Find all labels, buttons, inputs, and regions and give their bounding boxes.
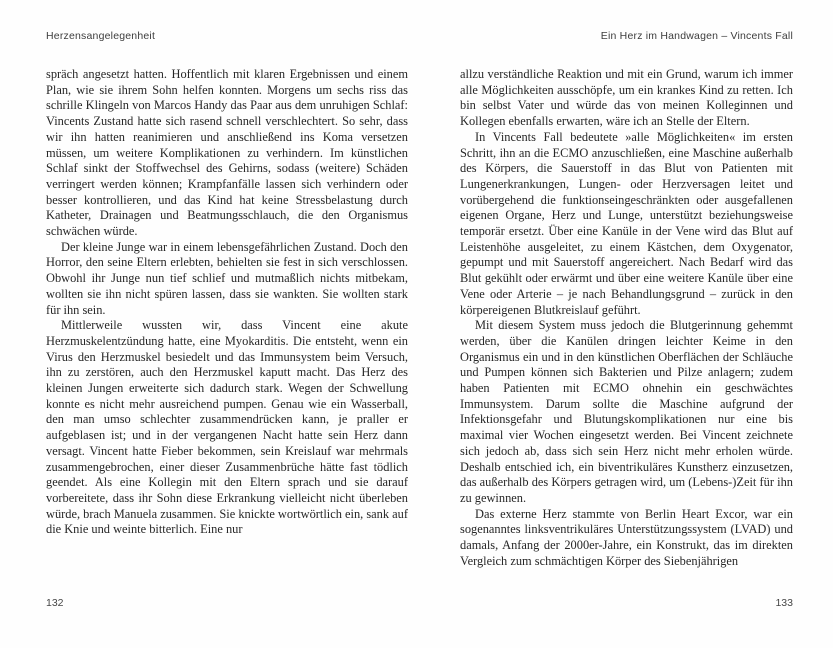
running-header-left: Herzensangelegenheit bbox=[46, 30, 156, 42]
page-left bbox=[46, 30, 408, 538]
paragraph: allzu verständliche Reaktion und mit ein Grund, warum ich immer alle Möglichkeiten ausschöpfe, um ein krankes Kind zu retten. Ich bin selbst Vater und würde das von meinen Kolleginnen und Kollegen ebenfalls erwarten, wäre ich an Stelle der Eltern. bbox=[460, 67, 793, 129]
paragraph: Mit diesem System muss jedoch die Blutgerinnung gehemmt werden, über die Kanülen dringen leichter Keime in den Organismus ein und in den künstlichen Oberflächen der Schläuche und Pumpen können sich Bakterien und Pilze anlagern; zudem haben Patienten mit ECMO ohnehin ein geschwächtes Immunsystem. Darum sollte die Maschine aufgrund der Infektionsgefahr und Blutungskomplikationen nur eine bis maximal vier Wochen eingesetzt werden. Bei Vincent zeichnete sich jedoch ab, dass sich sein Herz nicht mehr erholen würde. Deshalb entschied ich, ein biventrikuläres Kunstherz einzusetzen, das außerhalb des Körpers getragen wird, um (Lebens-)Zeit für ihn zu gewinnen. bbox=[460, 318, 793, 505]
paragraph: spräch angesetzt hatten. Hoffentlich mit klaren Ergebnissen und einem Plan, wie sie ihrem Sohn helfen konnten. Morgens um sechs riss das schrille Klingeln von Marcos Handy das Paar aus dem unruhigen Schlaf: Vincents Zustand hatte sich rasend schnell verschlechtert. So sehr, dass wir ihn hatten reanimieren und anschließend ins Koma versetzen müssen, um weitere Komplikationen zu verhindern. Im künstlichen Schlaf sinkt der Stoffwechsel des Gehirns, sodass (weitere) Schäden verringert werden können; Krampfanfälle lassen sich verhindern oder besser kontrollieren, und das Kind hat keine Stressbelastung durch Katheter, Drainagen und Beatmungsschlauch, die den Organismus schwächen würde. bbox=[46, 67, 408, 239]
body-text-left bbox=[46, 67, 408, 538]
running-header-right: Ein Herz im Handwagen – Vincents Fall bbox=[600, 30, 793, 42]
body-text-right bbox=[460, 67, 793, 570]
paragraph: Der kleine Junge war in einem lebensgefährlichen Zustand. Doch den Horror, den seine Eltern erlebten, behielten sie fest in sich verschlossen. Obwohl ihr Junge nun tief schlief und mutmaßlich nichts mitbekam, wollten sie ihn nicht spüren lassen, dass sie wankten. Sie wollten stark für ihn sein. bbox=[46, 239, 408, 317]
paragraph: Mittlerweile wussten wir, dass Vincent eine akute Herzmuskelentzündung hatte, eine Myokarditis. Die entsteht, wenn ein Virus den Herzmuskel besiedelt und das Immunsystem beim Versuch, ihn zu zerstören, auch den Herzmuskel kaputt macht. Das Herz des kleinen Jungen erweiterte sich dadurch stark. Wegen der Schwellung konnte es nicht mehr ausreichend pumpen. Genau wie ein Wasserball, den man umso schlechter zusammendrücken kann, je praller er aufgeblasen ist; und in der vergangenen Nacht hatte sein Herz dann versagt. Vincent hatte Fieber bekommen, sein Kreislauf war mehrmals zusammengebrochen, einer dieser Zusammenbrüche hätte fast tödlich geendet. Als eine Kollegin mit den Eltern sprach und sie darauf vorbereitete, dass ihr Sohn diese Erkrankung vielleicht nicht überleben würde, brach Manuela zusammen. Sie knickte wortwörtlich ein, sank auf die Knie und weinte bitterlich. Eine nur bbox=[46, 318, 408, 537]
paragraph: In Vincents Fall bedeutete »alle Möglichkeiten« im ersten Schritt, ihn an die ECMO anzuschließen, eine Maschine außerhalb des Körpers, die Sauerstoff in das Blut von Patienten mit Lungenerkrankungen, Lungen- oder Herzversagen leitet und vorübergehend die funktionseingeschränkten oder ausgefallenen eigenen Organe, Herz und Lunge, unterstützt beziehungsweise temporär ersetzt. Über eine Kanüle in der Vene wird das Blut auf Leistenhöhe ausgeleitet, zu einem Kästchen, dem Oxygenator, gepumpt und mit Sauerstoff angereichert. Nach Bedarf wird das Blut gekühlt oder erwärmt und über eine weitere Kanüle über eine Vene oder Arterie – je nach Behandlungsgrund – zurück in den körpereigenen Blutkreislauf geführt. bbox=[460, 129, 793, 317]
page-number-left: 132 bbox=[46, 597, 64, 609]
paragraph: Das externe Herz stammte von Berlin Heart Excor, war ein sogenanntes linksventrikuläres Unterstützungssystem (LVAD) und damals, Anfang der 2000er-Jahre, ein Konstrukt, das im direkten Vergleich zum schmächtigen Körper des Siebenjährigen bbox=[460, 506, 793, 568]
page-right bbox=[460, 30, 793, 570]
page-number-right: 133 bbox=[775, 597, 793, 609]
